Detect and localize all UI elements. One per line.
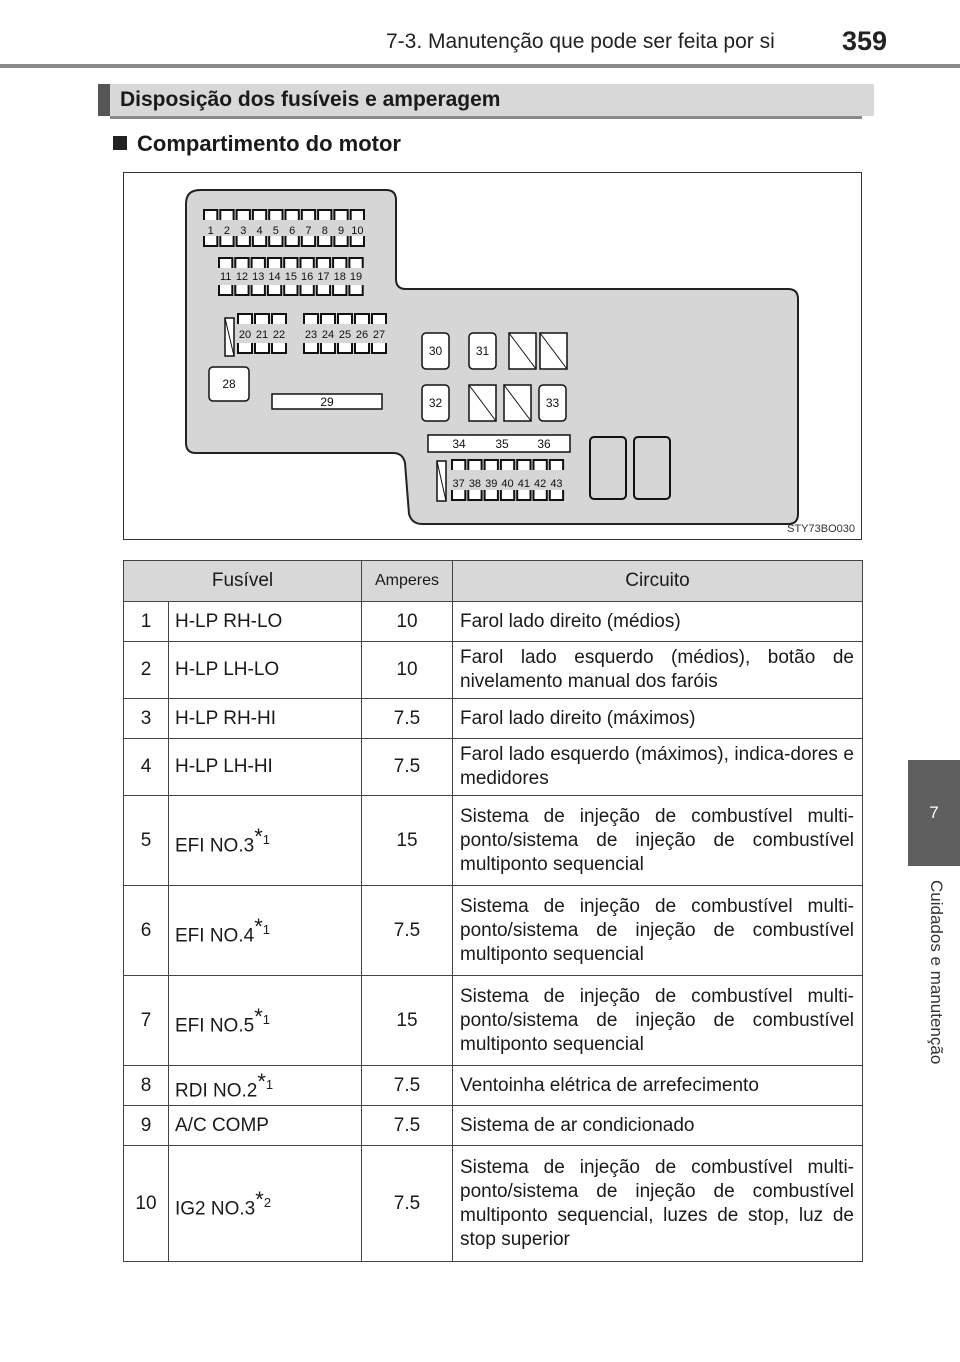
fuse-clip-bottom <box>468 490 481 500</box>
asterisk-icon: * <box>255 1186 264 1212</box>
fuse-amperage: 7.5 <box>362 739 453 796</box>
footnote-mark <box>255 1186 272 1212</box>
chapter-tab[interactable]: 7 <box>908 760 960 866</box>
table-row <box>124 796 863 886</box>
col-header-fuse: Fusível <box>124 561 362 602</box>
fuse-number: 6 <box>124 886 169 976</box>
fuse-circuit: Farol lado esquerdo (máximos), indica-dores e medidores <box>453 739 863 796</box>
fuse-circuit: Sistema de ar condicionado <box>453 1106 863 1146</box>
fuse-circuit: Sistema de injeção de combustível multi-ponto/sistema de injeção de combustível multiponto sequencial <box>453 796 863 886</box>
fuse-clip-top <box>286 210 299 220</box>
fuse-clip-top <box>235 258 248 268</box>
fuse-clip-top <box>255 314 269 324</box>
fuse-number: 4 <box>124 739 169 796</box>
table-row <box>124 1106 863 1146</box>
fuse-name-cell <box>169 699 362 739</box>
fuse-number: 8 <box>124 1066 169 1106</box>
fuse-amperage: 15 <box>362 796 453 886</box>
fuse-label: 15 <box>284 271 297 283</box>
fuse-label: 12 <box>235 271 249 283</box>
col-header-amperes: Amperes <box>362 561 453 602</box>
fuse-label: 19 <box>349 271 363 283</box>
fuse-name: RDI NO.2 <box>175 1080 258 1102</box>
fuse-name: IG2 NO.3 <box>175 1198 256 1220</box>
fuse-clip-bottom <box>219 285 232 295</box>
asterisk-icon: * <box>254 1003 263 1029</box>
large-relay-left <box>590 437 626 499</box>
section-title: Disposição dos fusíveis e amperagem <box>120 88 501 111</box>
table-header-row <box>124 561 863 602</box>
fuse-clip-top <box>334 210 347 220</box>
table-row <box>124 886 863 976</box>
fuse-label: 8 <box>321 225 328 237</box>
table-row <box>124 602 863 642</box>
asterisk-icon: * <box>257 1068 266 1094</box>
fuse-clip-top <box>219 258 232 268</box>
fuse-name-cell <box>169 1146 362 1262</box>
fuse-clip-bottom <box>338 343 352 353</box>
table-row <box>124 699 863 739</box>
fuse-clip-top <box>204 210 217 220</box>
footnote-number: 1 <box>265 1076 274 1092</box>
fuse-clip-top <box>268 258 281 268</box>
section-banner <box>98 84 874 116</box>
fuse-label: 41 <box>517 478 530 490</box>
fuse-table-body <box>124 602 863 1262</box>
footnote-number: 2 <box>263 1194 272 1210</box>
fuse-label: 3 <box>240 225 247 237</box>
fuse-clip-bottom <box>349 285 362 295</box>
fuse-label: 11 <box>219 271 232 283</box>
fuse-label: 42 <box>534 478 547 490</box>
fuse-name-cell <box>169 886 362 976</box>
fuse-36-label: 36 <box>537 437 551 451</box>
asterisk-icon: * <box>254 913 263 939</box>
fuse-label: 20 <box>238 329 252 341</box>
fuse-circuit: Sistema de injeção de combustível multi-ponto/sistema de injeção de combustível multiponto sequencial, luzes de stop, luz de stop superior <box>453 1146 863 1262</box>
fuse-name-cell <box>169 1066 362 1106</box>
fuse-label: 38 <box>468 478 482 490</box>
footnote-number: 1 <box>262 921 270 937</box>
fuse-clip-top <box>534 460 547 470</box>
fuse-clip-top <box>349 258 362 268</box>
fuse-34-label: 34 <box>452 437 466 451</box>
fuse-amperage: 7.5 <box>362 886 453 976</box>
fuse-clip-top <box>220 210 233 220</box>
fuse-clip-bottom <box>268 285 281 295</box>
fuse-clip-top <box>304 314 318 324</box>
fuse-label: 22 <box>272 329 286 341</box>
fuse-label: 43 <box>550 478 563 490</box>
fuse-clip-bottom <box>238 343 252 353</box>
fuse-circuit: Sistema de injeção de combustível multi-ponto/sistema de injeção de combustível multiponto sequencial <box>453 886 863 976</box>
fuse-clip-bottom <box>204 236 217 246</box>
fuse-clip-top <box>351 210 364 220</box>
fuse-clip-bottom <box>301 285 314 295</box>
fuse-clip-bottom <box>485 490 498 500</box>
fuse-name-cell <box>169 976 362 1066</box>
fuse-number: 2 <box>124 642 169 699</box>
fuse-amperage: 15 <box>362 976 453 1066</box>
fuse-clip-top <box>468 460 481 470</box>
diagram-id: STY73BO030 <box>787 523 855 535</box>
section-divider <box>110 116 862 119</box>
fuse-label: 17 <box>317 271 330 283</box>
fuse-clip-top <box>237 210 250 220</box>
fuse-amperage: 7.5 <box>362 1146 453 1262</box>
table-row <box>124 1146 863 1262</box>
fuse-circuit: Sistema de injeção de combustível multi-ponto/sistema de injeção de combustível multiponto sequencial <box>453 976 863 1066</box>
fuse-number: 1 <box>124 602 169 642</box>
fuse-table <box>123 560 863 1262</box>
fuse-29-label: 29 <box>320 395 334 409</box>
fuse-clip-bottom <box>334 236 347 246</box>
fuse-clip-bottom <box>317 285 330 295</box>
fuse-28-label: 28 <box>222 377 236 391</box>
fuse-label: 39 <box>485 478 498 490</box>
fuse-label: 4 <box>256 225 263 237</box>
fuse-name-cell <box>169 1106 362 1146</box>
fuse-clip-bottom <box>272 343 286 353</box>
footnote-number: 1 <box>262 831 270 847</box>
fuse-clip-top <box>284 258 297 268</box>
fuse-number: 5 <box>124 796 169 886</box>
fuse-name: H-LP LH-LO <box>175 659 280 680</box>
fuse-circuit: Farol lado esquerdo (médios), botão de nivelamento manual dos faróis <box>453 642 863 699</box>
fuse-clip-top <box>333 258 346 268</box>
footnote-mark <box>257 1068 274 1094</box>
fuse-label: 10 <box>351 225 364 237</box>
fuse-number: 7 <box>124 976 169 1066</box>
footnote-mark <box>254 823 270 849</box>
fuse-clip-top <box>318 210 331 220</box>
fuse-name: H-LP RH-LO <box>175 610 283 632</box>
fuse-clip-top <box>302 210 315 220</box>
fuse-box-diagram <box>123 172 862 540</box>
footnote-number: 1 <box>262 1011 270 1027</box>
page-number: 359 <box>842 26 888 56</box>
fuse-clip-top <box>317 258 330 268</box>
fuse-name-cell <box>169 796 362 886</box>
fuse-label: 18 <box>333 271 346 283</box>
square-bullet-icon <box>113 136 127 150</box>
fuse-clip-top <box>301 258 314 268</box>
fuse-amperage: 7.5 <box>362 1066 453 1106</box>
fuse-33-label: 33 <box>545 396 560 410</box>
fuse-clip-bottom <box>550 490 563 500</box>
fuse-clip-top <box>452 460 465 470</box>
subheading-text: Compartimento do motor <box>137 131 401 156</box>
fuse-label: 26 <box>355 329 369 341</box>
fuse-35-label: 35 <box>495 437 509 451</box>
fuse-clip-top <box>517 460 530 470</box>
fuse-number: 9 <box>124 1106 169 1146</box>
large-relay-right <box>634 437 670 499</box>
fuse-box-illustration <box>124 173 863 541</box>
fuse-clip-bottom <box>351 236 364 246</box>
fuse-clip-bottom <box>534 490 547 500</box>
fuse-clip-bottom <box>318 236 331 246</box>
fuse-clip-bottom <box>286 236 299 246</box>
fuse-clip-bottom <box>517 490 530 500</box>
table-row <box>124 976 863 1066</box>
fuse-label: 7 <box>305 225 312 237</box>
fuse-label: 9 <box>337 225 345 237</box>
table-row <box>124 739 863 796</box>
fuse-clip-bottom <box>321 343 335 353</box>
fuse-label: 1 <box>207 225 214 237</box>
fuse-name: H-LP LH-HI <box>175 756 273 777</box>
fuse-circuit: Ventoinha elétrica de arrefecimento <box>453 1066 863 1106</box>
fuse-label: 16 <box>301 271 314 283</box>
footnote-mark <box>254 913 270 939</box>
fuse-clip-top <box>321 314 335 324</box>
footnote-mark <box>254 1003 270 1029</box>
fuse-label: 21 <box>255 329 269 341</box>
fuse-number: 10 <box>124 1146 169 1262</box>
header-divider <box>0 64 960 68</box>
fuse-name-cell <box>169 642 362 699</box>
fuse-amperage: 7.5 <box>362 699 453 739</box>
fuse-name: EFI NO.4 <box>175 925 255 947</box>
col-header-circuit: Circuito <box>453 561 863 602</box>
fuse-name: EFI NO.5 <box>175 1015 255 1037</box>
fuse-clip-bottom <box>333 285 346 295</box>
fuse-name-cell <box>169 739 362 796</box>
fuse-clip-top <box>338 314 352 324</box>
fuse-clip-top <box>238 314 252 324</box>
fuse-clip-bottom <box>501 490 514 500</box>
fuse-name: A/C COMP <box>175 1114 269 1136</box>
fuse-31-label: 31 <box>475 344 490 358</box>
fuse-amperage: 7.5 <box>362 1106 453 1146</box>
fuse-clip-top <box>485 460 498 470</box>
fuse-label: 40 <box>501 478 514 490</box>
fuse-label: 14 <box>268 271 281 283</box>
fuse-clip-bottom <box>253 236 266 246</box>
fuse-30-label: 30 <box>428 344 443 358</box>
fuse-clip-top <box>372 314 386 324</box>
fuse-clip-top <box>501 460 514 470</box>
fuse-clip-bottom <box>304 343 318 353</box>
subheading <box>113 131 401 157</box>
fuse-label: 13 <box>252 271 265 283</box>
fuse-clip-top <box>355 314 369 324</box>
fuse-circuit: Farol lado direito (máximos) <box>453 699 863 739</box>
table-row <box>124 642 863 699</box>
fuse-name-cell <box>169 602 362 642</box>
fuse-name: EFI NO.3 <box>175 835 255 857</box>
fuse-label: 5 <box>272 225 279 237</box>
fuse-32-label: 32 <box>428 396 443 410</box>
fuse-clip-top <box>253 210 266 220</box>
table-row <box>124 1066 863 1106</box>
fuse-label: 37 <box>452 478 465 490</box>
fuse-clip-top <box>550 460 563 470</box>
fuse-label: 23 <box>304 329 318 341</box>
fuse-amperage: 10 <box>362 642 453 699</box>
fuse-circuit: Farol lado direito (médios) <box>453 602 863 642</box>
fuse-label: 2 <box>223 225 231 237</box>
fuse-clip-bottom <box>255 343 269 353</box>
fuse-clip-bottom <box>284 285 297 295</box>
fuse-number: 3 <box>124 699 169 739</box>
fuse-clip-top <box>252 258 265 268</box>
fuse-clip-bottom <box>235 285 248 295</box>
fuse-clip-bottom <box>220 236 233 246</box>
fuse-clip-top <box>269 210 282 220</box>
fuse-label: 25 <box>338 329 352 341</box>
fuse-amperage: 10 <box>362 602 453 642</box>
fuse-label: 6 <box>289 225 296 237</box>
fuse-clip-bottom <box>269 236 282 246</box>
fuse-clip-bottom <box>372 343 386 353</box>
fuse-clip-bottom <box>355 343 369 353</box>
fuse-clip-bottom <box>237 236 250 246</box>
chapter-title: Cuidados e manutenção <box>927 880 946 1065</box>
fuse-clip-top <box>272 314 286 324</box>
fuse-label: 27 <box>372 329 386 341</box>
asterisk-icon: * <box>254 823 263 849</box>
fuse-label: 24 <box>321 329 335 341</box>
fuse-clip-bottom <box>252 285 265 295</box>
running-header: 7-3. Manutenção que pode ser feita por si <box>386 30 775 53</box>
fuse-clip-bottom <box>302 236 315 246</box>
fuse-name: H-LP RH-HI <box>175 707 276 729</box>
fuse-clip-bottom <box>452 490 465 500</box>
